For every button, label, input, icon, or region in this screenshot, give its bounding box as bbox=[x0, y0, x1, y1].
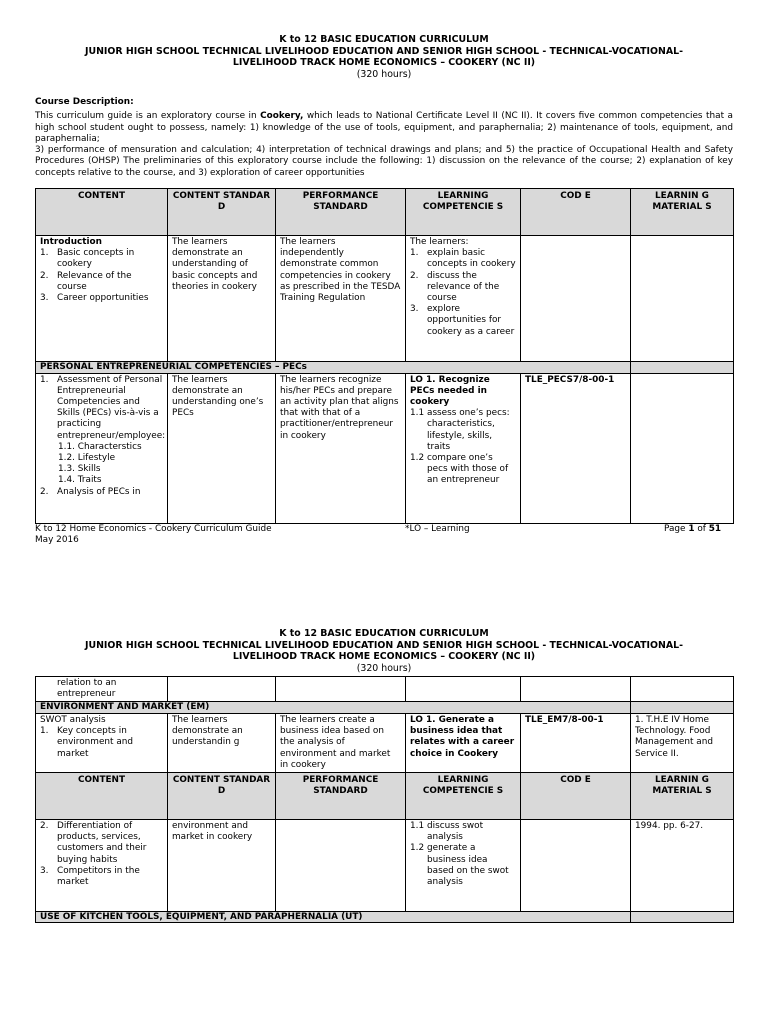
em-content-cell bbox=[36, 713, 168, 772]
pecs-code-cell: TLE_PECS7/8-00-1 bbox=[521, 373, 631, 523]
list-item: 2. discuss the relevance of the course bbox=[410, 270, 500, 304]
table-header-row bbox=[36, 772, 734, 819]
list-item: 3. explore opportunities for cookery as a career bbox=[410, 304, 515, 337]
curriculum-table-page-1 bbox=[35, 188, 734, 524]
description-paragraph-2: 3) performance of mensuration and calculation; 4) interpretation of technical drawings and plans; and 5) the practice of Occupational Health and Safety Procedures (OHSP) The preliminaries of this exploratory course include the following: 1) discussion on the relevance of the course; 2) explanation of key concepts relative to the course, and 3) exploration of career opportunities bbox=[35, 145, 733, 178]
page-two bbox=[0, 600, 768, 1024]
header-title: K to 12 BASIC EDUCATION CURRICULUM bbox=[279, 34, 489, 45]
col-code: COD E bbox=[521, 772, 631, 819]
table-row bbox=[36, 819, 734, 911]
section-row-em bbox=[36, 702, 734, 714]
em-performance-cell: The learners create a business idea based on the analysis of environment and market in cookery bbox=[276, 713, 406, 772]
em-title: SWOT analysis bbox=[40, 714, 106, 725]
section-title: ENVIRONMENT AND MARKET (EM) bbox=[36, 702, 631, 714]
header-subtitle: JUNIOR HIGH SCHOOL TECHNICAL LIVELIHOOD EDUCATION AND SENIOR HIGH SCHOOL - TECHNICAL-VOCATIONAL- bbox=[84, 639, 683, 651]
list-item: 1.2 compare one’s pecs with those of an entrepreneur bbox=[410, 452, 509, 486]
list-item: 1.1 discuss swot analysis bbox=[410, 820, 484, 843]
list-item: 2. Relevance of the course bbox=[40, 270, 132, 292]
intro-standard-cell: The learners demonstrate an understanding of basic concepts and theories in cookery bbox=[168, 236, 276, 362]
list-item: 2. Differentiation of products, services, customers and their buying habits bbox=[40, 820, 147, 865]
sub-item: 1.2. Lifestyle bbox=[58, 452, 116, 463]
em-standard-cell-2: environment and market in cookery bbox=[168, 819, 276, 911]
col-learning-materials: LEARNIN G MATERIAL S bbox=[631, 772, 734, 819]
sub-item: 1.4. Traits bbox=[58, 475, 102, 486]
pecs-standard-cell: The learners demonstrate an understanding one’s PECs bbox=[168, 373, 276, 523]
curriculum-table-page-2 bbox=[35, 676, 734, 923]
table-header-row bbox=[36, 189, 734, 236]
list-item: 1. Assessment of Personal Entrepreneurial Competencies and Skills (PECs) vis-à-vis a practicing entrepreneur/employee: bbox=[40, 374, 166, 441]
description-paragraph-1: This curriculum guide is an exploratory course in Cookery, which leads to National Certificate Level II (NC II). It covers five common competencies that a high school student ought to possess, namely: 1) knowledge of the use of tools, equipment, and paraphernalia; 2) maintenance of tools, equipment, and paraphernalia; bbox=[35, 111, 733, 144]
course-description bbox=[35, 97, 733, 179]
footer-note: *LO – Learning bbox=[405, 524, 470, 534]
section-row-ut bbox=[36, 911, 734, 923]
col-code: COD E bbox=[521, 189, 631, 236]
em-materials-cell: 1. T.H.E IV Home Technology. Food Management and Service II. bbox=[631, 713, 734, 772]
intro-competencies-cell: The learners: 1. explain basic concepts in cookery 2. discuss the relevance of the course 3. explore opportunities for cookery as a career bbox=[406, 236, 521, 362]
header-subtitle: JUNIOR HIGH SCHOOL TECHNICAL LIVELIHOOD EDUCATION AND SENIOR HIGH SCHOOL - TECHNICAL-VOCATIONAL- bbox=[84, 45, 683, 57]
learning-outcome: LO 1. Recognize PECs needed in cookery bbox=[410, 374, 490, 407]
sub-item: 1.3. Skills bbox=[58, 464, 101, 475]
intro-content-cell bbox=[36, 236, 168, 362]
col-learning-competencies: LEARNING COMPETENCIE S bbox=[406, 189, 521, 236]
col-content-standard: CONTENT STANDAR D bbox=[168, 189, 276, 236]
col-learning-materials: LEARNIN G MATERIAL S bbox=[631, 189, 734, 236]
em-materials-cell-2: 1994. pp. 6-27. bbox=[631, 819, 734, 911]
em-code-cell: TLE_EM7/8-00-1 bbox=[521, 713, 631, 772]
em-competencies-cell bbox=[406, 819, 521, 911]
list-item: 3. Competitors in the market bbox=[40, 865, 140, 887]
sub-item: 1.1. Characterstics bbox=[58, 441, 142, 452]
list-item: 3. Career opportunities bbox=[40, 293, 149, 304]
footer-page-number: Page 1 of 51 bbox=[664, 524, 722, 534]
page-header bbox=[0, 34, 768, 80]
em-content-cell-2 bbox=[36, 819, 168, 911]
table-row bbox=[36, 713, 734, 772]
list-item: 1. Basic concepts in cookery bbox=[40, 248, 135, 270]
col-content-standard: CONTENT STANDAR D bbox=[168, 772, 276, 819]
intro-code-cell bbox=[521, 236, 631, 362]
header-hours: (320 hours) bbox=[356, 662, 412, 674]
section-title: PERSONAL ENTREPRENEURIAL COMPETENCIES – PECs bbox=[36, 362, 631, 374]
pecs-performance-cell: The learners recognize his/her PECs and prepare an activity plan that aligns that with that of a practitioner/entrepreneur in cookery bbox=[276, 373, 406, 523]
page-header bbox=[0, 628, 768, 674]
pecs-content-continued: relation to an entrepreneur bbox=[36, 677, 168, 702]
pecs-materials-cell bbox=[631, 373, 734, 523]
list-item: 2. Analysis of PECs in bbox=[40, 486, 141, 497]
col-content: CONTENT bbox=[36, 772, 168, 819]
footer-guide: K to 12 Home Economics - Cookery Curriculum Guide May 2016 bbox=[35, 524, 272, 545]
intro-materials-cell bbox=[631, 236, 734, 362]
em-standard-cell: The learners demonstrate an understandin g bbox=[168, 713, 276, 772]
table-row bbox=[36, 373, 734, 523]
col-performance-standard: PERFORMANCE STANDARD bbox=[276, 189, 406, 236]
intro-performance-cell: The learners independently demonstrate common competencies in cookery as prescribed in the TESDA Training Regulation bbox=[276, 236, 406, 362]
list-item: 1. Key concepts in environment and market bbox=[40, 726, 134, 759]
header-hours: (320 hours) bbox=[356, 68, 412, 80]
header-title: K to 12 BASIC EDUCATION CURRICULUM bbox=[279, 628, 489, 639]
course-description-label: Course Description: bbox=[35, 97, 134, 107]
intro-title: Introduction bbox=[40, 237, 102, 247]
header-track: LIVELIHOOD TRACK HOME ECONOMICS – COOKERY (NC II) bbox=[232, 651, 536, 662]
list-item: 1.1 assess one’s pecs: characteristics, lifestyle, skills, traits bbox=[410, 408, 510, 452]
col-learning-competencies: LEARNING COMPETENCIE S bbox=[406, 772, 521, 819]
em-learning-outcome: LO 1. Generate a business idea that relates with a career choice in Cookery bbox=[406, 713, 521, 772]
section-row-pecs bbox=[36, 362, 734, 374]
col-performance-standard: PERFORMANCE STANDARD bbox=[276, 772, 406, 819]
pecs-content-cell bbox=[36, 373, 168, 523]
pecs-competencies-cell bbox=[406, 373, 521, 523]
table-row bbox=[36, 677, 734, 702]
list-item: 1. explain basic concepts in cookery bbox=[410, 248, 516, 270]
header-track: LIVELIHOOD TRACK HOME ECONOMICS – COOKERY (NC II) bbox=[232, 57, 536, 68]
col-content: CONTENT bbox=[36, 189, 168, 236]
list-item: 1.2 generate a business idea based on the swot analysis bbox=[410, 843, 509, 887]
table-row bbox=[36, 236, 734, 362]
footer-date: May 2016 bbox=[35, 535, 79, 545]
section-title: USE OF KITCHEN TOOLS, EQUIPMENT, AND PARAPHERNALIA (UT) bbox=[36, 911, 631, 923]
